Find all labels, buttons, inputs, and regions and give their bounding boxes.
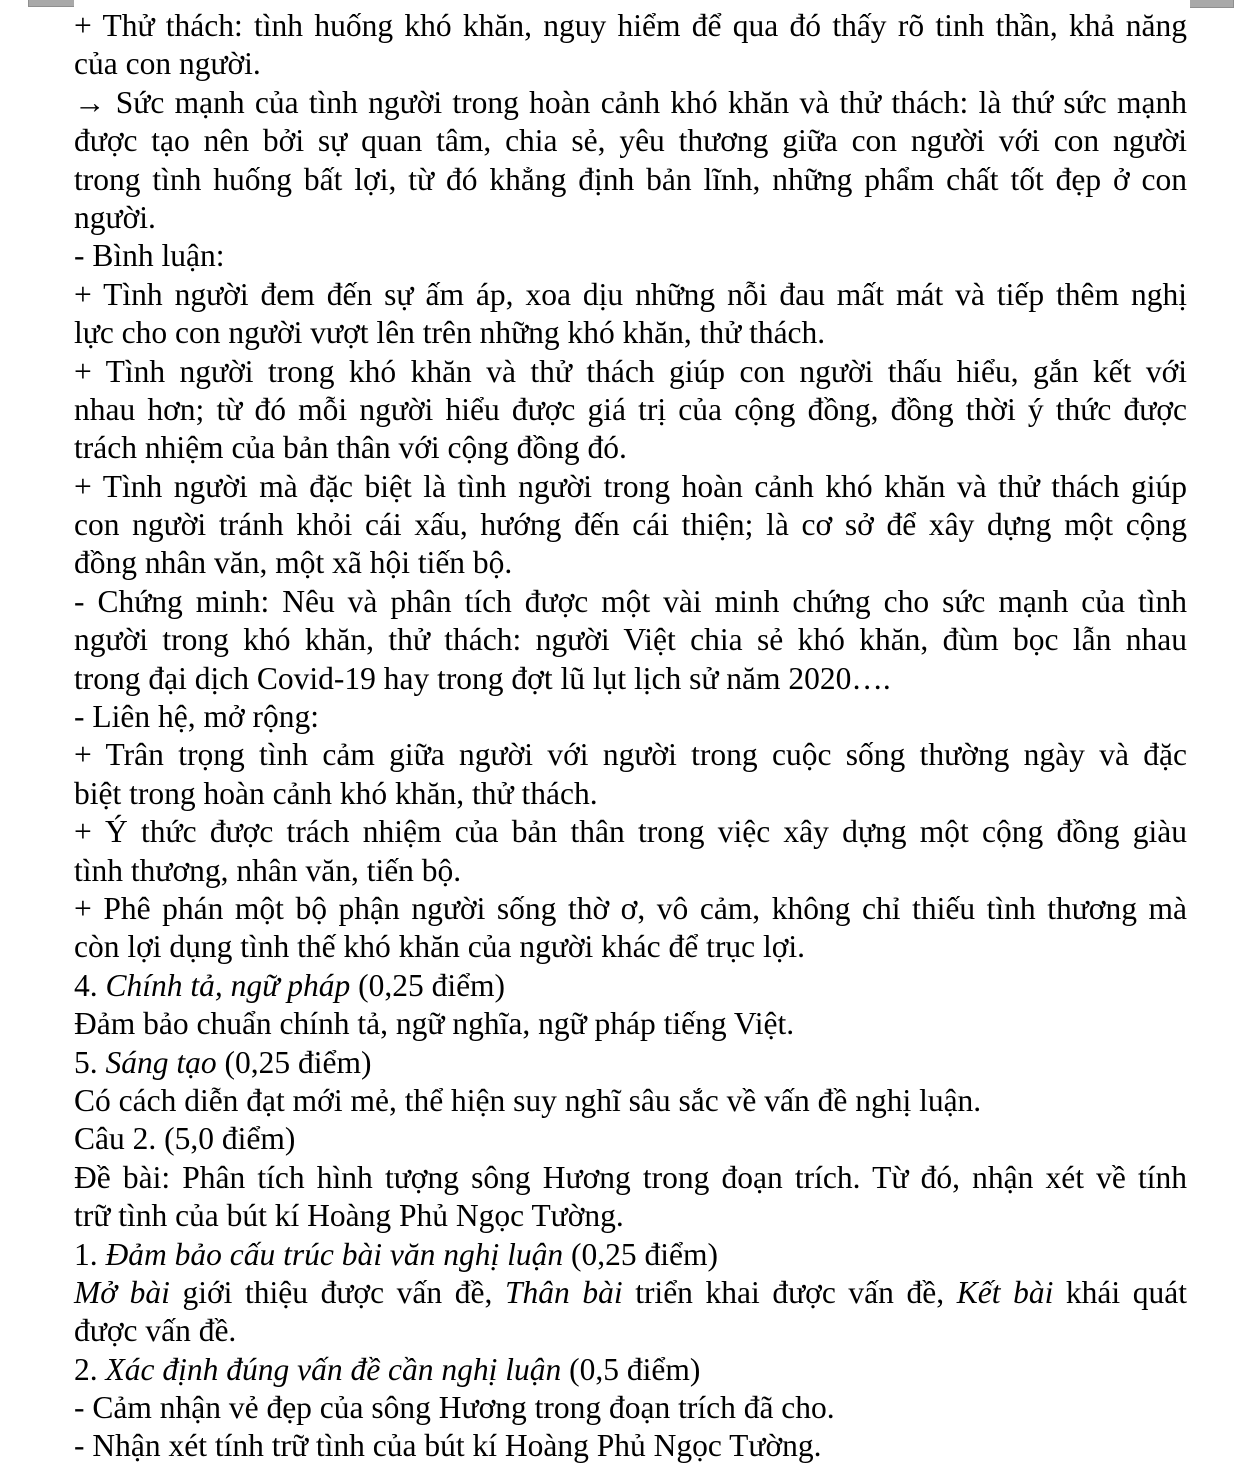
- text-segment: 4.: [74, 967, 106, 1003]
- italic-text-segment: Thân bài: [504, 1274, 623, 1310]
- text-line: [74, 199, 1187, 237]
- text-segment: (0,25 điểm): [350, 967, 506, 1003]
- text-segment: người.: [74, 199, 156, 235]
- text-segment: - Chứng minh: Nêu và phân tích được một vài minh chứng cho sức mạnh của tình: [74, 583, 1187, 619]
- text-line: [74, 391, 1187, 429]
- text-segment: + Thử thách: tình huống khó khăn, nguy hiểm để qua đó thấy rõ tinh thần, khả năng: [74, 8, 1187, 43]
- text-line: [74, 353, 1187, 391]
- text-line: [74, 84, 1187, 122]
- text-line: [74, 698, 1187, 736]
- text-line: [74, 621, 1187, 659]
- text-segment: trữ tình của bút kí Hoàng Phủ Ngọc Tường.: [74, 1198, 624, 1234]
- text-segment: giới thiệu được vấn đề,: [169, 1274, 505, 1310]
- text-line: [74, 1236, 1187, 1274]
- text-segment: - Liên hệ, mở rộng:: [74, 699, 319, 735]
- text-line: [74, 161, 1187, 199]
- text-line: [74, 775, 1187, 813]
- page-corner-marker-right: [1190, 0, 1234, 8]
- text-segment: 5.: [74, 1044, 106, 1080]
- text-segment: Câu 2. (5,0 điểm): [74, 1121, 296, 1157]
- text-segment: + Phê phán một bộ phận người sống thờ ơ, vô cảm, không chỉ thiếu tình thương mà: [74, 890, 1187, 926]
- text-segment: biệt trong hoàn cảnh khó khăn, thử thách.: [74, 775, 598, 811]
- text-segment: - Nhận xét tính trữ tình của bút kí Hoàng Phủ Ngọc Tường.: [74, 1428, 822, 1464]
- text-segment: Đề bài: Phân tích hình tượng sông Hương trong đoạn trích. Từ đó, nhận xét về tính: [74, 1159, 1187, 1195]
- text-line: [74, 1427, 1187, 1465]
- text-line: [74, 1044, 1187, 1082]
- text-segment: lực cho con người vượt lên trên những khó khăn, thử thách.: [74, 315, 826, 351]
- text-segment: - Bình luận:: [74, 238, 225, 274]
- text-segment: của con người.: [74, 46, 261, 82]
- text-line: [74, 1159, 1187, 1197]
- text-segment: (0,25 điểm): [216, 1044, 372, 1080]
- text-segment: được tạo nên bởi sự quan tâm, chia sẻ, yêu thương giữa con người với con người: [74, 123, 1187, 159]
- text-line: [74, 890, 1187, 928]
- italic-text-segment: Chính tả, ngữ pháp: [105, 967, 351, 1003]
- text-line: [74, 7, 1187, 45]
- text-segment: - Cảm nhận vẻ đẹp của sông Hương trong đoạn trích đã cho.: [74, 1390, 835, 1426]
- text-segment: trách nhiệm của bản thân với cộng đồng đó.: [74, 430, 627, 466]
- text-line: [74, 45, 1187, 83]
- italic-text-segment: Đảm bảo cấu trúc bài văn nghị luận: [105, 1236, 564, 1272]
- text-segment: trong đại dịch Covid-19 hay trong đợt lũ lụt lịch sử năm 2020….: [74, 660, 891, 696]
- text-segment: + Tình người mà đặc biệt là tình người trong hoàn cảnh khó khăn và thử thách giúp: [74, 468, 1187, 504]
- text-segment: còn lợi dụng tình thế khó khăn của người khác để trục lợi.: [74, 929, 806, 965]
- text-segment: 2.: [74, 1351, 106, 1387]
- text-segment: trong tình huống bất lợi, từ đó khẳng định bản lĩnh, những phẩm chất tốt đẹp ở con: [74, 161, 1187, 197]
- text-line: [74, 429, 1187, 467]
- text-line: [74, 237, 1187, 275]
- text-line: [74, 813, 1187, 851]
- text-line: [74, 1389, 1187, 1427]
- text-segment: + Trân trọng tình cảm giữa người với người trong cuộc sống thường ngày và đặc: [74, 737, 1187, 773]
- page-corner-marker-left: [28, 0, 74, 7]
- text-line: [74, 1005, 1187, 1043]
- text-line: [74, 122, 1187, 160]
- text-line: [74, 1197, 1187, 1235]
- text-segment: con người tránh khỏi cái xấu, hướng đến cái thiện; là cơ sở để xây dựng một cộng: [74, 507, 1187, 543]
- text-segment: đồng nhân văn, một xã hội tiến bộ.: [74, 545, 513, 581]
- text-line: [74, 468, 1187, 506]
- italic-text-segment: Sáng tạo: [105, 1044, 217, 1080]
- text-line: [74, 1274, 1187, 1312]
- text-segment: Có cách diễn đạt mới mẻ, thể hiện suy nghĩ sâu sắc về vấn đề nghị luận.: [74, 1082, 982, 1118]
- text-segment: 1.: [74, 1236, 106, 1272]
- italic-text-segment: Kết bài: [956, 1274, 1054, 1310]
- text-line: [74, 1082, 1187, 1120]
- italic-text-segment: Mở bài: [74, 1274, 170, 1310]
- text-segment: + Ý thức được trách nhiệm của bản thân trong việc xây dựng một cộng đồng giàu: [74, 814, 1187, 850]
- text-segment: người trong khó khăn, thử thách: người Việt chia sẻ khó khăn, đùm bọc lẫn nhau: [74, 622, 1187, 658]
- text-segment: (0,25 điểm): [563, 1236, 718, 1272]
- text-line: [74, 1312, 1187, 1350]
- text-segment: nhau hơn; từ đó mỗi người hiểu được giá trị của cộng đồng, đồng thời ý thức được: [74, 391, 1187, 427]
- text-segment: được vấn đề.: [74, 1313, 237, 1349]
- text-line: [74, 852, 1187, 890]
- italic-text-segment: Xác định đúng vấn đề cần nghị luận: [105, 1351, 562, 1387]
- text-segment: → Sức mạnh của tình người trong hoàn cảnh khó khăn và thử thách: là thứ sức mạnh: [74, 84, 1187, 120]
- text-line: [74, 544, 1187, 582]
- text-segment: + Tình người đem đến sự ấm áp, xoa dịu những nỗi đau mất mát và tiếp thêm nghị: [74, 276, 1187, 312]
- text-line: [74, 928, 1187, 966]
- text-line: [74, 1120, 1187, 1158]
- text-segment: + Tình người trong khó khăn và thử thách giúp con người thấu hiểu, gắn kết với: [74, 353, 1187, 389]
- text-segment: Đảm bảo chuẩn chính tả, ngữ nghĩa, ngữ pháp tiếng Việt.: [74, 1006, 795, 1042]
- text-line: [74, 583, 1187, 621]
- text-line: [74, 506, 1187, 544]
- text-line: [74, 276, 1187, 314]
- text-segment: khái quát: [1053, 1274, 1187, 1310]
- text-line: [74, 736, 1187, 774]
- text-segment: tình thương, nhân văn, tiến bộ.: [74, 852, 462, 888]
- text-line: [74, 967, 1187, 1005]
- text-line: [74, 314, 1187, 352]
- text-line: [74, 660, 1187, 698]
- text-block: [74, 7, 1187, 1466]
- text-line: [74, 1351, 1187, 1389]
- text-segment: triển khai được vấn đề,: [622, 1274, 957, 1310]
- text-segment: (0,5 điểm): [561, 1351, 701, 1387]
